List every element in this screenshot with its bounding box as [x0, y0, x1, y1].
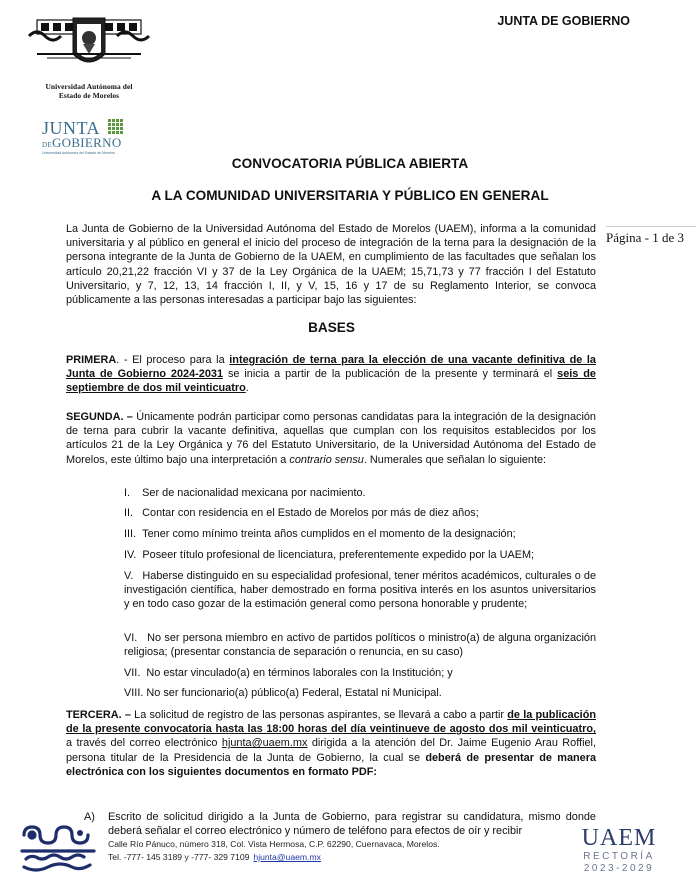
- university-name-line1: Universidad Autónoma del: [45, 82, 133, 91]
- tercera-paragraph: TERCERA. – La solicitud de registro de las personas aspirantes, se llevará a cabo a partir de la publicación de la presente convocatoria hasta las 18:00 horas del día veintinueve de agosto dos mil veinticuatro, a través del correo electrónico hjunta@uaem.mx dirigida a la atención del Dr. Jaime Eugenio Arau Roffiel, persona titular de la Presidencia de la Junta de Gobierno, la cual se deberá de presentar de manera electrónica con los siguientes documentos en formato PDF:: [66, 709, 596, 778]
- tercera-emphasis: de la publicación de la presente convocatoria hasta las 18:00 horas del día veintinueve de agosto dos mil veinticuatro,: [66, 709, 596, 736]
- list-item: II. Contar con residencia en el Estado de Morelos por más de diez años;: [124, 507, 479, 519]
- footer-email-link[interactable]: hjunta@uaem.mx: [253, 852, 321, 862]
- list-item: IV. Poseer título profesional de licenciatura, preferentemente expedido por la UAEM;: [124, 549, 535, 561]
- tercera-label: TERCERA. –: [66, 709, 131, 721]
- segunda-italic: contrario sensu: [289, 453, 364, 466]
- document-title: CONVOCATORIA PÚBLICA ABIERTA: [231, 156, 469, 171]
- list-item: VII. No estar vinculado(a) en términos laborales con la Institución; y: [124, 667, 453, 679]
- item-marker: A): [84, 811, 95, 823]
- tercera-bold: deberá de presentar de manera electrónica con los siguientes documentos en formato PDF:: [66, 751, 596, 778]
- junta-logo-gobierno: DEGOBIERNO: [42, 135, 122, 150]
- footer-phones: Tel. -777- 145 3189 y -777- 329 7109 hjunta@uaem.mx: [108, 852, 321, 862]
- list-item: VI. No ser persona miembro en activo de partidos políticos o ministro(a) de alguna organización religiosa; (presentar constancia de separación o renuncia, en su caso): [124, 632, 596, 659]
- bases-heading: BASES: [308, 320, 355, 335]
- intro-paragraph: La Junta de Gobierno de la Universidad Autónoma del Estado de Morelos (UAEM), informa a la comunidad universitaria y al público en general el inicio del proceso de integración de la terna para la designación de la persona integrante de la Junta de Gobierno de la UAEM, en cumplimiento de las facultades que señalan los artículo 20,21,22 fracción VI y 37 de la Ley Orgánica de la UAEM; 15,71,73 y 77 fracción I del Estatuto Universitario, y 7, 12, 13, 14 fracción I, II, y V, 15, 16 y 17 de su Reglamento Interior, se convoca públicamente a las personas interesadas a participar bajo las siguientes:: [66, 223, 596, 307]
- primera-label: PRIMERA: [66, 354, 117, 366]
- list-item: VIII. No ser funcionario(a) público(a) Federal, Estatal ni Municipal.: [124, 687, 442, 699]
- university-logo: [26, 14, 152, 100]
- list-item: III. Tener como mínimo treinta años cumplidos en el momento de la designación;: [124, 528, 516, 540]
- primera-emphasis-1: integración de terna para la elección de una vacante definitiva de la Junta de Gobierno 2024-2031: [66, 354, 596, 381]
- footer-address: Calle Río Pánuco, número 318, Col. Vista Hermosa, C.P. 62290, Cuernavaca, Morelos.: [108, 839, 440, 849]
- footer-address-block: [108, 838, 440, 864]
- document-item-a: [84, 810, 596, 838]
- segunda-label: SEGUNDA. –: [66, 411, 133, 423]
- university-name-line2: Estado de Morelos: [58, 91, 120, 100]
- rectoria-text: RECTORÍA: [583, 851, 655, 862]
- list-item: V. Haberse distinguido en su especialidad profesional, tener méritos académicos, culturales o de investigación científica, haber demostrado en forma positiva interés en los asuntos universitarios y en todo caso gozar de la estimación general como persona honorable y prudente;: [124, 570, 596, 611]
- junta-logo-text: JUNTA: [42, 118, 101, 138]
- uaem-rectoria-logo: [578, 826, 660, 875]
- document-subtitle: A LA COMUNIDAD UNIVERSITARIA Y PÚBLICO EN GENERAL: [151, 188, 549, 203]
- tercera-email-link[interactable]: hjunta@uaem.mx: [221, 737, 308, 750]
- junta-logo: [42, 119, 132, 159]
- junta-logo-subtitle: Universidad Autónoma del Estado de Morelos: [42, 151, 115, 155]
- board-label: JUNTA DE GOBIERNO: [497, 14, 630, 28]
- wave-logo-icon: [18, 823, 98, 875]
- list-item: I. Ser de nacionalidad mexicana por nacimiento.: [124, 487, 366, 499]
- primera-emphasis-2: seis de septiembre de dos mil veinticuatro: [66, 368, 596, 395]
- item-text: Escrito de solicitud dirigido a la Junta de Gobierno, para registrar su candidatura, mismo donde deberá señalar el correo electrónico y número de teléfono para efectos de oír y recibir: [108, 811, 596, 838]
- university-crest-icon: [27, 14, 151, 74]
- page-number: Página - 1 de 3: [606, 226, 696, 246]
- primera-paragraph: PRIMERA. - El proceso para la integración de terna para la elección de una vacante definitiva de la Junta de Gobierno 2024-2031 se inicia a partir de la publicación de la presente y terminará el seis de septiembre de dos mil veinticuatro.: [66, 354, 596, 395]
- junta-grid-icon: [108, 119, 124, 135]
- rectoria-period: 2023-2029: [583, 863, 655, 874]
- segunda-paragraph: SEGUNDA. – Únicamente podrán participar como personas candidatas para la integración de la designación de terna para cubrir la vacante definitiva, aquellas que cumplan con los requisitos establecidos por los artículos 21 de la Ley Orgánica y 76 del Estatuto Universitario, de la Universidad Autónoma del Estado de Morelos, este último bajo una interpretación a contrario sensu. Numerales que señalan lo siguiente:: [66, 411, 596, 466]
- footer-wave-logo: [18, 823, 98, 875]
- uaem-text: UAEM: [581, 825, 657, 851]
